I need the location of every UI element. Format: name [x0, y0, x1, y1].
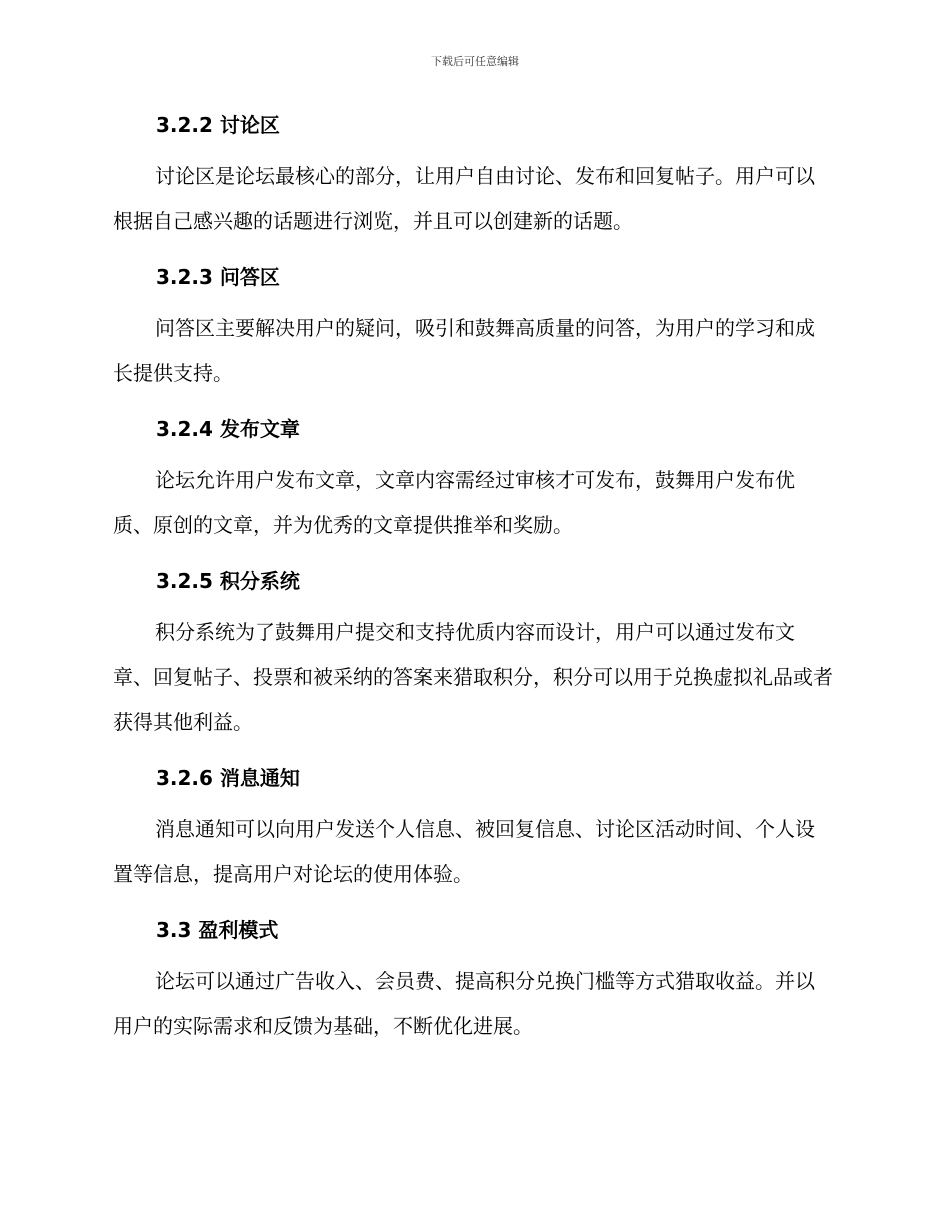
section-paragraph: 讨论区是论坛最核心的部分，让用户自由讨论、发布和回复帖子。用户可以根据自己感兴趣的话题进行浏览，并且可以创建新的话题。 [113, 164, 815, 233]
section-heading: 3.2.6 消息通知 [156, 766, 300, 790]
section-3-3 [113, 915, 833, 1049]
section-paragraph: 问答区主要解决用户的疑问，吸引和鼓舞高质量的问答，为用户的学习和成长提供支持。 [113, 316, 815, 385]
section-paragraph: 论坛可以通过广告收入、会员费、提高积分兑换门槛等方式猎取收益。并以用户的实际需求和反馈为基础，不断优化进展。 [113, 969, 815, 1038]
section-heading: 3.2.3 问答区 [156, 265, 280, 289]
document-body [113, 110, 833, 1049]
section-heading: 3.3 盈利模式 [156, 918, 279, 942]
section-3-2-3 [113, 262, 833, 414]
section-heading: 3.2.5 积分系统 [156, 569, 300, 593]
section-3-2-6 [113, 763, 833, 915]
section-heading: 3.2.4 发布文章 [156, 417, 300, 441]
section-paragraph: 消息通知可以向用户发送个人信息、被回复信息、讨论区活动时间、个人设置等信息，提高用户对论坛的使用体验。 [113, 817, 815, 886]
section-3-2-5 [113, 566, 833, 763]
section-3-2-2 [113, 110, 833, 262]
section-3-2-4 [113, 414, 833, 566]
section-paragraph: 积分系统为了鼓舞用户提交和支持优质内容而设计，用户可以通过发布文章、回复帖子、投票和被采纳的答案来猎取积分，积分可以用于兑换虚拟礼品或者获得其他利益。 [113, 620, 833, 734]
section-paragraph: 论坛允许用户发布文章，文章内容需经过审核才可发布，鼓舞用户发布优质、原创的文章，并为优秀的文章提供推举和奖励。 [113, 468, 795, 537]
section-heading: 3.2.2 讨论区 [156, 113, 280, 137]
header-note: 下载后可任意编辑 [431, 55, 519, 68]
